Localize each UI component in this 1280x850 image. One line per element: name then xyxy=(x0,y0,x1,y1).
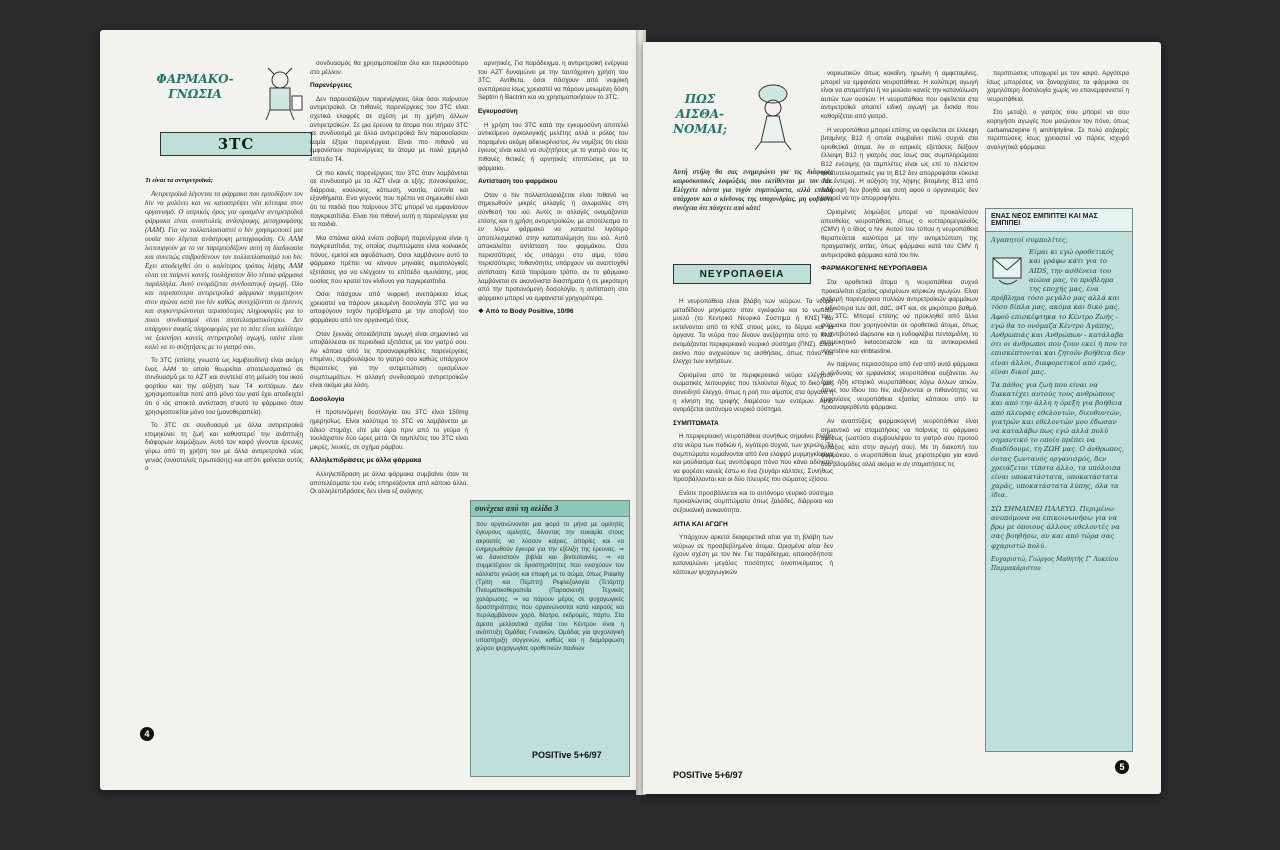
body-paragraph: Το 3TC σε συνδυασμό με άλλα αντιρετροϊκά επιμηκύνει τη ζωή και καθυστερεί την ανάπτυξη διάφορων λοιμώξεων. Αυτό τον καιρό γίνονται έρευνες γύρω από τη χρήση του με άλλα αντιρετροϊκά νέας γενιάς (αναστολείς πρωτεάσης) και απ'ότι φαίνεται αυτός ο xyxy=(145,422,303,473)
body-paragraph: περιπτώσεις υποχωρεί με τον καιρό. Αργότερα ίσως μπορέσεις να ξαναρχίσεις τα φάρμακα σε χαμηλότερη δοσολογία χωρίς να επανεμφανιστεί η νευροπάθεια. xyxy=(987,70,1129,103)
body-paragraph: Η νευροπάθεια μπορεί επίσης να οφείλεται σε έλλειψη βιταμίνης B12 ή οποία συμβαίνει πολύ συχνά στα οροθετικά άτομα. Αν οι ιατρικές εξετάσεις δείξουν έλλειψη B12 η γιατρός σας ίσως σας συμπληρώματα B12 ενέσιμης (οι ταμπλέτες είναι ως επί το πλείστον αναποτελεσματικές για τη B12 δεν απορροφάται εύκολα στα έντερα). Η αύξηση της λήψης βιταμίνης B12 από διατροφή δεν βοηθά και αυτή αφού ο οργανισμός δεν μπορεί να την απορροφήσει. xyxy=(821,126,978,203)
heading-dosage: Δοσολογία xyxy=(310,395,345,403)
letter-body: Τα πάθος για ζωή που είναι να διακατέχει αυτούς τους ανθρώπους και από την άλλη η όρεξη για βοήθεια από πλευράς εθελοντών, διευθυντών, γιατρών και εθελοντών μου έδωσαν να καταλάβω πως εγώ αλλά πολύ σημαντικό το οποίο πρέπει να διαδίδουμε, τη ΖΩΗ μας. Ο άνθρωπος, όντας ζωντανός οργανισμός, δεν χρειάζεται τίποτα άλλο, τα υπόλοιπα είναι υποκατάστατα, υποκατάστατα χαράς, υποκατάστατα λύπης, όλα τα ίδια. xyxy=(991,381,1124,500)
article-title-neuropathy xyxy=(673,264,811,284)
heading-causes-treatment: ΑΙΤΙΑ ΚΑΙ ΑΓΩΓΗ xyxy=(673,520,728,528)
envelope-icon xyxy=(991,250,1025,290)
left-page xyxy=(100,30,638,790)
brand-line: ΝΟΜΑΙ; xyxy=(672,122,728,136)
body-paragraph: Η περιφερειακή νευροπάθεια συνήθως σημαίνει βλάβη στα νεύρα των ποδιών ή, λιγότερο συχνά, των χεριών. Τα συμπτώματα κυμαίνονται από ένα ελαφρύ μυρμηγκίασμα και μούδιασμα έως ανυπόφορο πόνο που κάνει αδύνατο να φορέσει κανείς έστω κι ένα ζευγάρι κάλτσες. Συνήθως προσβάλλονται και οι δύο πλευρές του σώματος εξίσου. xyxy=(673,433,833,484)
section-brand-pharmacology xyxy=(150,72,240,102)
body-paragraph: Οι πιο κοινές παρενέργειες του 3TC όταν λαμβάνεται σε συνδυασμό με το AZT είναι οι εξής: πονοκέφαλος, διάρροια, κούλονος, κόπωση, ναυτία, αϋπνία και εξανθήματα. Ενα γεγονός που πρέπει να σημειωθεί είναι ότι τα παιδιά που παίρνουν 3TC μπορεί να εμφανίσουν παγκρεατίτιδα. Είναι πιο πιθανή αυτή η παρενέργεια για τα παιδιά. xyxy=(310,169,468,229)
continuation-text: που οργανώνονται μια φορά το μήνα με ομιλητές έγκυρους ομιλητές, δίνοντας την ευκαιρία στους ακροατές να λύσουν καίριες απορίες και να ενημερωθούν έγκυρα για την εξέλιξη της έρευνας. ⇒ να δανειστούν βιβλία και βιντεοταινίες. ⇒ να συμμετέχουν σε δραστηριότητες που ενισχύουν τον κάλλιστο γνώση και επαφή με το σώμα, όπως Polarity (Τρίτη και Πέμπτη) Ρεφλεξολογία (Τετάρτη) Πνευματικοθεραπεία (Παρασκευή) Τεχνικές χαλάρωσης. ⇒ να πάρουν μέρος σε ψυχαγωγικές δραστηριότητες που οργανώνονται κατά καιρούς και περιλαμβάνουν χορό, θέατρο, εκδρομές, πάρτυ. Στα άμεσα μελλοντικά σχέδια του Κέντρου είναι η ανάπτυξη Ομάδας Γυναικών, Ομάδας για ψυχολογική υποστήριξη συγγενών, καθώς και η διαμόρφωση χώρου ψυχαγωγίας οροθετικών παιδιών xyxy=(476,521,624,653)
right-column-2 xyxy=(821,70,978,770)
intro-paragraph: Αντιρετροϊκά λέγονται τα φάρμακα που εμποδίζουν τον hiv να μολύνει και να καταστρέψει νέα κύτταρα στον οργανισμό. Ο ιατρικός όρος για ορισμένα αντιρετροϊκά φάρμακα είναι αναστολείς ανάστροφης μεταγραφάσης (ΑΑΜ). Για να πολλαπλασιαστεί ο hiv χρησιμοποιεί μια ουσία που λέγεται ανάστροφη μεταγραφάση. Οι ΑΑΜ λειτουργούν με το να παρεμποδίζουν αυτή τη διαδικασία και συνεπώς επιβραδύνουν τον πολλαπλασιασμό του hiv. Εχει αποδειχθεί ότι ο καλύτερος τρόπος λήψης ΑΑΜ είναι να παίρνει κανείς τουλάχιστον δύο τέτοια φάρμακα παράλληλα. Αυτό ονομάζεται συνδυαστική αγωγή. Ολο και περισσότερα αντιρετροϊκά φάρμακα συμμετέχουν στον αγώνα κατά του hiv καθώς συνεχίζονται οι έρευνες και συγκεντρώνονται περισσότερες πληροφορίες για το ποιοι συνδυασμοί είναι αποτελεσματικότεροι. Δεν υπάρχουν σαφείς πληροφορίες για το πότε είναι καλύτερο να ξεκινήσει κανείς αντιρετροϊκή αγωγή, οπότε είναι καλό να το συζητήσεις με το γιατρό σου. xyxy=(145,190,303,351)
heading-symptoms: ΣΥΜΠΤΩΜΑΤΑ xyxy=(673,419,719,427)
letter-title: ΕΝΑΣ ΝΕΟΣ ΕΜΠΙΠΤΕΙ ΚΑΙ ΜΑΣ ΕΜΠΙΠΕΙ xyxy=(986,209,1132,232)
lead-text: Αυτή στήλη θα σας ενημερώνει για τις διάφορες καιροσκοπικές λοιμώξεις που εκτίθενται με τον hiv. Ελέγχετε πάντα για τυχόν συμπτώματα, αλλά επειδή υπάρχουν και ο κίνδυνος της υποχονδρίας, μη φοβάστε συνέχεια ότι πάσχετε από κάτι! xyxy=(673,169,833,212)
body-paragraph: ναρκωτικών όπως κοκαΐνη, ηρωίνη ή αμφεταμίνες, μπορεί να εμφανίσει νευροπάθεια. Η καλύτερη αγωγή είναι να σταματήσει ή να μειώσει κανείς την κατανάλωση αυτών των ουσιών. Η νευροπάθεια που οφείλεται στα αντιρετροϊκά απαιτεί ειδική αγωγή με δισκία που καθορίζεται από γιατρό. xyxy=(821,70,978,120)
right-column-3 xyxy=(987,70,1129,200)
left-column-1 xyxy=(145,176,303,756)
body-paragraph: Οταν ο hiv πολλαπλασιάζεται είναι πιθανό να σημειωθούν μικρές αλλαγές ή ανωμαλίες στη σύνθεσή του ιού. Αυτές οι αλλαγές ονομάζονται επίσης και η χρήση αντιρετροϊκών, με αποτέλεσμα το εν λόγω φάρμακο να καταστεί λιγότερο αποτελεσματικό στην καταπολέμηση του ιού. Αυτό αποκαλείται αντίσταση του φαρμάκου. Οσο περισσότερες ιός υπάρχει στο αίμα, τόσο περισσότερες πιθανότητες υπάρχουν να αναπτυχθεί αντίσταση. Κατά παρόμοιο τρόπο, αν το φάρμακο λαμβάνεται σε ακανόνιστα διαστήματα ή σε μικρότερη από την προτεινόμενη δοσολογία, η αντίσταση στο φάρμακο μπορεί να εμφανιστεί γρηγορότερα. xyxy=(478,191,628,302)
heading-pregnancy: Εγκυμοσύνη xyxy=(478,107,518,115)
body-paragraph: Στο μεταξύ, ο γιατρός σου μπορεί να σου κορηγήσει αγωγές που μειώνουν τον πόνο, όπως carbamazepine ή amitriptyline. Σε πολύ σοβαρές περιπτώσεις ίσως χρειαστεί να πάρεις ισχυρά αναλγητικά φάρμακα. xyxy=(987,109,1129,151)
heading-drug-induced-neuropathy: ΦΑΡΜΑΚΟΓΕΝΗΣ ΝΕΥΡΟΠΑΘΕΙΑ xyxy=(821,265,928,273)
body-paragraph: Ενίοτε προσβάλλεται και το αυτόνομο νευρικό σύστημα προκαλώντας συμπτώματα όπως ζαλάδες, διάρροια και σεξουαλική ανικανότητα. xyxy=(673,489,833,515)
body-paragraph: Η προτεινόμενη δοσολογία του 3TC είναι 150mg ημερησίως. Είναι καλύτερο το 3TC να λαμβάνεται με άδειο στομάχι, είτε μία ώρα πριν από το γεύμα ή τουλάχιστον δύο ώρες μετά. Οι ταμπλέτες του 3TC είναι μικρές, λευκές, σε σχήμα ρόμβου. xyxy=(310,409,468,451)
heading-interactions: Αλληλεπιδράσεις με άλλα φάρμακα xyxy=(310,457,422,465)
body-paragraph: Οσοι πάσχουν από νεφρική ανεπάρκεια ίσως χρειαστεί να πάρουν μειωμένη δοσολογία 3TC για να αποφύγουν τυχόν προβλήματα με την αποβολή του φαρμάκου από τον οργανισμό τους. xyxy=(310,291,468,325)
intro-question: Τι είναι τα αντιρετροϊκά; xyxy=(145,177,214,184)
body-paragraph: Ορισμένα από τα περιφερειακά νεύρα ελέγχουν σωματικές λειτουργίες που τελούνται δίχως το δικό μας συνειδητό έλεγχο, όπως η ροή του αίματος στα όργανα ή η κίνηση της τροφής διαμέσου των εντέρων. Αυτό ονομάζεται αυτόνομο νευρικό σύστημα. xyxy=(673,371,833,414)
brand-line: ΦΑΡΜΑΚΟ- xyxy=(156,72,234,86)
left-column-2 xyxy=(310,60,468,760)
continuation-title: συνέχεια από τη σελίδα 3 xyxy=(471,501,629,517)
heading-side-effects: Παρενέργειες xyxy=(310,82,352,90)
article-title-text: ΝΕΥΡΟΠΑΘΕΙΑ xyxy=(699,268,785,280)
body-paragraph: Το 3TC (επίσης γνωστό ως λαμιβουδίνη) είναι ακόμη ένας ΑΑΜ το οποίο θεωρείται αποτελεσματικό σε συνδυασμό με το AZT και συντελεί στη μείωση του ιικού φορτίου και την αύξηση των T4 κυττάρων. Δεν χρησιμοποιείται ποτέ από μόνο του γιατί έχει αποδειχτεί ότι ο ιός αποκτά αντίσταση σ'αυτό το φάρμακο όταν χρησιμοποιείται μόνο του (μονοθεραπεία). xyxy=(145,357,303,416)
body-paragraph: Στα οροθετικά άτομα η νευροπάθεια συχνά προκαλείται εξαιτίας ορισμένων ιατρικών αγωγών. Είναι σοβαρή παρενέργεια πολλών αντιρετροϊκών φαρμάκων - ειδικότερα των ddI, ddC, d4T και, σε μικρότερο βαθμό, του 3TC. Μπορεί επίσης να προκληθεί από άλλα φάρμακα που χορηγούνται σε οροθετικά άτομα, όπως το αντιβιοτικό dapsone και η ενδοφλέβια πενταμιδίνη, το αντιμυκητικό ketoconazole και τα αντικαρκινικά vincristine και vinblastine. xyxy=(821,279,978,355)
reader-letter-box xyxy=(985,208,1133,752)
letter-greeting: Αγαπητοί συμπολίτες, xyxy=(991,236,1068,244)
body-paragraph: αρνητικές. Για παράδειγμα, η αντιρετροϊκή ενέργεια του AZT δυναμώνει με την ταυτόχρονη χρήση του 3TC. Αντίθετα, όσοι πάσχουν από νεφρική ανεπάρκεια ίσως χρειαστεί να πάρουν μειωμένη δόση Septrin ή Bactrim και να χρησιμοποιήσουν το 3TC. xyxy=(478,60,628,102)
body-paragraph: Υπάρχουν αρκετά διαφορετικά αίτια για τη βλάβη των νεύρων σε προσβεβλημένα άτομα. Ορισμένα αίτια δεν έχουν σχέση με τον hiv. Για παράδειγμα, οποιοσδήποτε καταναλώνει μεγάλες ποσότητες οινοπνεύματος ή κάποιων ψυχαγωγικών xyxy=(673,534,833,576)
heading-drug-resistance: Αντίσταση του φαρμάκου xyxy=(478,178,558,186)
body-paragraph: Ορισμένες λοιμώξεις μπορεί να προκαλέσουν απευθείας νευροπάθεια, όπως ο κυτταρομεγαλοϊός (CMV) ή ο ίδιος ο hiv. Αυτού του τύπου η νευροπάθεια θεραπεύεται καλύτερα με την αντιμετώπιση της πραγματικής αιτίας, όπως φάρμακα κατά του CMV ή αντιρετροϊκά φάρμακα κατά του hiv. xyxy=(821,208,978,259)
source-credit: ❖ Από το Body Positive, 10/96 xyxy=(478,308,574,316)
brand-line: ΓΝΩΣΙΑ xyxy=(168,87,222,101)
body-paragraph: Αν παίρνεις περισσότερα από ένα από αυτά φάρμακα ο κίνδυνος να εμφανίσεις νευροπάθεια αυξάνεται. Αν έχεις ήδη ιστορικό νευροπάθειας λόγω άλλων αιτιών, όπως του ίδιου του hiv, αυξάνονται οι πιθανότητες να εμφανίσεις νευροπάθεια εξαιτίας κάποιου από τα προαναφερθέντα φάρμακα. xyxy=(821,361,978,412)
letter-body: Είμαι κι εγώ οροθετικός και γράφω κάτι για το AIDS, την ασθένεια του αιώνα μας, το πρόβλημα της εποχής μας, ένα πρόβλημα τόσο μεγάλο μας αλλά και τόσο δίπλα μας, ακόμα και δικό μας. Αφού επισκέφτηκα το Κέντρο Ζωής - εγώ θα το ονόμαζα Κέντρο Αγάπης, Ανθρωπιάς και Ανθρώπων - κατάλαβα ότι οι άνθρωποι που ζουν εκεί ή που το επισκέπτονται και ζητούν βοήθεια δεν είναι άλλοι, διαφορετικοί από εμάς, είναι δικοί μας. xyxy=(991,248,1127,376)
right-page xyxy=(643,42,1161,794)
magazine-footer: POSITive 5+6/97 xyxy=(673,770,743,780)
body-paragraph: Μια σπάνια αλλά ενίοτε σοβαρή παρενέργεια είναι η παγκρεατίτιδα, της οποίας συμπτώματα είναι κοιλιακός πόνος, εμετοί και αφυδάτωση. Οσοι λαμβάνουν αυτό το φάρμακο πρέπει να κάνουν μηνιαίες αιματολογικές εξετάσεις για να ελέγχουν το επίπεδο αμυλάσης, μιας ουσίας που κρατεί τον κίνδυνο για παγκρεατίτιδα. xyxy=(310,234,468,285)
right-column-1 xyxy=(673,298,833,773)
body-paragraph: Αν αναπτύξεις φαρμακογενή νευροπάθεια είναι σημαντικό να σταματήσεις να παίρνεις το φάρμακο αμέσως (ωστόσο συμβουλέψου το γιατρό σου προτού αλλάξεις κάτι στην αγωγή σου). Με τη διακοπή του φαρμάκου, ο νευροπάθεια ίσως χειροτερέψει για κανά δυο βδομάδες αλλά ακόμα κι αν σταματήσεις τις xyxy=(821,417,978,468)
brand-line: ΠΩΣ xyxy=(684,92,716,106)
body-paragraph: Η νευροπάθεια είναι βλάβη των νεύρων. Τα νεύρα μεταδίδουν μηνύματα στον εγκέφαλο και το νωτιαίο μυελό (το Κεντρικό Νευρικό Σύστημα ή ΚΝΣ) και εκτείνονται από το ΚΝΣ στους μύες, το δέρμα και τα όργανα. Τα νεύρα που δίνουν ανεξάρτητα από το ΚΝΣ ονομάζονται περιφερειακό νευρικό σύστημα (ΠΝΣ). Είναι εκείνο που ανιχνεύουν τις αισθήσεις, όπως πόνο και έλεγχο των κινήσεων. xyxy=(673,298,833,366)
left-column-3 xyxy=(478,60,628,490)
letter-body: ΣΩ ΣΗΜΑΙΝΕΙ ΠΑΛΕΥΩ. Περιμένω ανυπόμονα να επικοινωνήσω για να βρω με όποιους άλλους εθελοντές να σας βοηθήσω, αν και από τώρα σας φχαριστώ πολύ. xyxy=(991,504,1120,550)
pharmacist-cartoon-icon xyxy=(250,66,308,122)
brand-line: ΑΙΣΘΑ- xyxy=(675,107,725,121)
article-title-3tc xyxy=(160,132,312,156)
thinking-man-cartoon-icon xyxy=(743,82,803,154)
body-paragraph: Οταν ξεκινάς οποιαδήποτε αγωγή είναι σημαντικό να υποβάλλεσαι σε περιοδικά εξετάσεις με τον γιατρό σου. Αν κάποια από τις προαναφερθείσες παρενέργειες επιμένει, συμβουλέψου το γιατρό σου καθώς υπάρχουν θεραπείες για την αντιμετώπιση ορισμένων συμπτωμάτων. Η αλλαγή συνδυασμού αντιρετροϊκών είναι ακόμα μία λύση. xyxy=(310,330,468,390)
body-paragraph: Αλληλεπίδραση με άλλα φάρμακα συμβαίνει όταν τα αποτελέσματα του ενός επηρεάζονται από κάποιο άλλο. Οι αλληλεπιδράσεις δεν είναι εξ ανάγκης xyxy=(310,470,468,496)
page-number: 5 xyxy=(1115,760,1129,774)
body-paragraph: συνδυασμός θα χρησιμοποιείται όλο και περισσότερο στο μέλλον. xyxy=(310,60,468,76)
magazine-footer: POSITive 5+6/97 xyxy=(532,750,602,760)
lead-paragraph xyxy=(673,168,833,238)
article-title-text: 3TC xyxy=(217,135,255,153)
continuation-box xyxy=(470,500,630,777)
section-brand-how-i-feel xyxy=(665,92,735,137)
page-number: 4 xyxy=(140,727,154,741)
letter-signature: Ευχαριστώ, Γιώργος Μαθητής Γ' Λυκείου Παμμακάριστου xyxy=(991,555,1119,572)
body-paragraph: Η χρήση του 3TC κατά την εγκυμοσύνη αποτελεί αντικείμενο ογκολογικής μελέτης αλλά ο ρόλος του παραμένει ακόμη αδιευκρίνιστος. Αν νομίζεις ότι είσαι έγκυος είναι καλό να συζητήσεις με το γιατρό σου τις πιθανές θετικές ή αρνητικές επιπτώσεις με το φάρμακο. xyxy=(478,121,628,172)
source-credit-text: Από το Body Positive, 10/96 xyxy=(485,308,574,316)
body-paragraph: Δεν παρουσιάζουν παρενέργειες όλοι όσοι παίρνουν αντιρετροϊκά. Οι πιθανές παρενέργειες του 3TC είναι σχετικά ελαφρές σε σχέση με τη χρήση άλλων αντιρετροϊκών. Σε μια έρευνα τα άτομα που πήραν 3TC σε συνδυασμό με άλλα αντιρετροϊκά δεν παρουσίασαν καμία έξτρα παρενέργεια. Είναι πιο πιθανό να εμφανίσουν παρενέργειες τα άτομα με πολύ χαμηλό επίπεδο T4. xyxy=(310,95,468,163)
